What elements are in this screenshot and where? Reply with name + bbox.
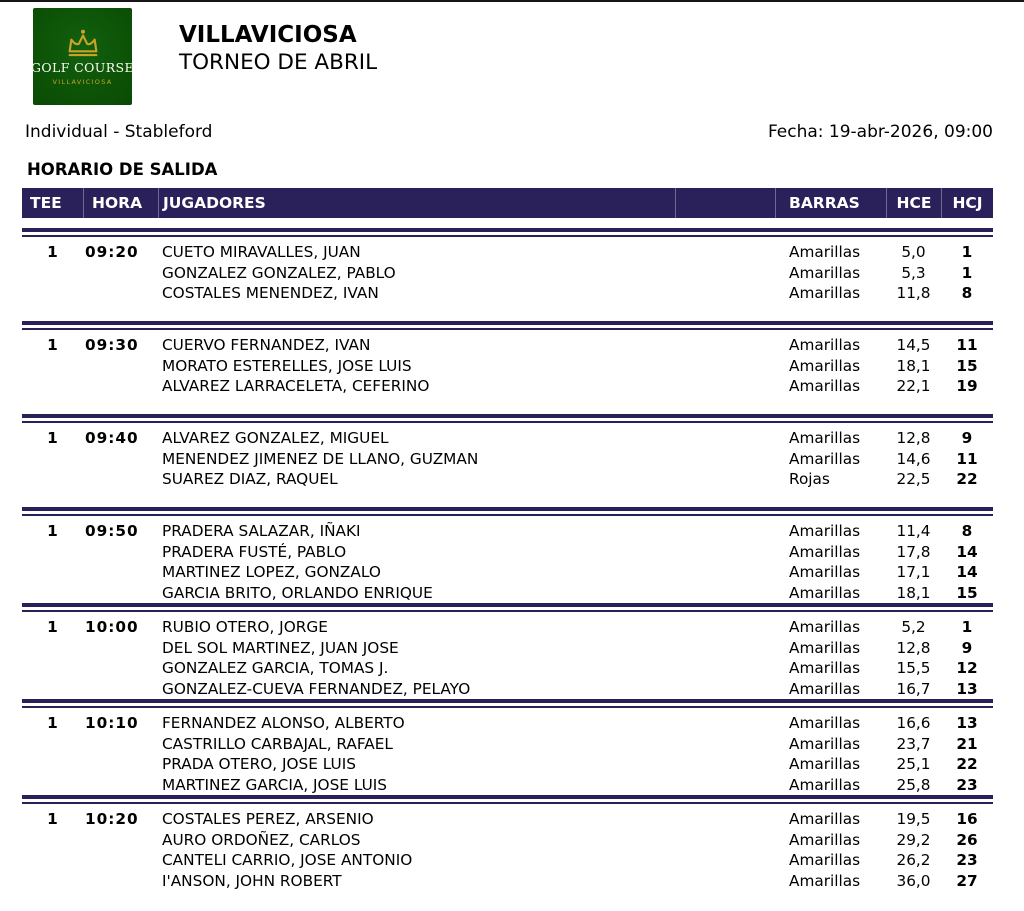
hcj-cell: 21: [956, 734, 978, 753]
bars-cell: Amarillas: [789, 659, 861, 677]
tee-time-group: [22, 516, 993, 603]
hcj-cell: 22: [956, 755, 978, 773]
hcj-cell: 9: [961, 638, 973, 657]
bars-cell: Amarillas: [789, 429, 861, 447]
hce-cell: 14,5: [896, 336, 931, 354]
bars-cell: Amarillas: [789, 356, 861, 375]
time-cell: [83, 376, 158, 397]
hce-cell: 22,5: [896, 470, 931, 488]
player-name: CANTELI CARRIO, JOSE ANTONIO: [162, 851, 413, 869]
time-cell: [83, 583, 158, 604]
group-separator: [22, 228, 993, 237]
time-cell: [83, 830, 158, 851]
tee-cell: [22, 376, 83, 397]
player-name: RUBIO OTERO, JORGE: [162, 618, 328, 636]
logo-club-subname: VILLAVICIOSA: [52, 77, 113, 86]
hcj-cell: 13: [956, 714, 978, 732]
player-name: PRADA OTERO, JOSE LUIS: [162, 755, 356, 773]
document-header: [30, 8, 1024, 105]
time-cell: 09:40: [85, 429, 139, 447]
time-cell: [83, 562, 158, 583]
info-row: [25, 122, 993, 142]
time-cell: [83, 850, 158, 871]
tee-cell: 1: [47, 336, 58, 354]
hcj-cell: 14: [956, 563, 978, 581]
tee-time-group: [22, 708, 993, 795]
time-cell: [83, 356, 158, 377]
player-name: FERNANDEZ ALONSO, ALBERTO: [162, 714, 405, 732]
spacer-cell: [675, 583, 775, 604]
player-row: [22, 263, 993, 284]
player-row: [22, 734, 993, 755]
player-name: GONZALEZ GONZALEZ, PABLO: [162, 263, 396, 282]
hce-cell: 26,2: [896, 851, 931, 869]
tee-cell: [22, 775, 83, 796]
player-name: CASTRILLO CARBAJAL, RAFAEL: [162, 734, 393, 753]
tee-cell: [22, 562, 83, 583]
spacer-cell: [675, 713, 775, 734]
column-header-hce: HCE: [886, 188, 941, 218]
spacer-cell: [675, 830, 775, 851]
time-cell: [83, 754, 158, 775]
player-row: [22, 449, 993, 470]
tee-times-table-body: [22, 228, 993, 891]
group-separator: [22, 699, 993, 708]
title-block: [179, 22, 377, 77]
player-name: AURO ORDOÑEZ, CARLOS: [162, 830, 361, 849]
column-header-hcj: HCJ: [941, 188, 993, 218]
tee-cell: [22, 871, 83, 892]
player-row: [22, 830, 993, 851]
bars-cell: Amarillas: [789, 449, 861, 468]
tournament-course-title: VILLAVICIOSA: [179, 22, 357, 48]
bars-cell: Amarillas: [789, 377, 861, 395]
spacer-cell: [675, 734, 775, 755]
time-cell: [83, 469, 158, 490]
spacer-cell: [675, 376, 775, 397]
crown-icon: [62, 28, 104, 58]
time-cell: [83, 734, 158, 755]
hce-cell: 12,8: [896, 429, 931, 447]
player-row: [22, 850, 993, 871]
hcj-cell: 15: [956, 356, 978, 375]
player-row: [22, 521, 993, 542]
group-separator: [22, 414, 993, 423]
tee-cell: [22, 679, 83, 700]
spacer-cell: [675, 850, 775, 871]
bars-cell: Amarillas: [789, 583, 861, 602]
tee-time-group: [22, 423, 993, 507]
hcj-cell: 16: [956, 810, 978, 828]
logo-club-name: GOLF COURSE: [30, 59, 135, 75]
player-row: [22, 562, 993, 583]
hcj-cell: 8: [961, 284, 973, 302]
bars-cell: Amarillas: [789, 755, 861, 773]
player-row: [22, 283, 993, 304]
spacer-cell: [675, 263, 775, 284]
bars-cell: Amarillas: [789, 563, 861, 581]
time-cell: [83, 658, 158, 679]
player-name: DEL SOL MARTINEZ, JUAN JOSE: [162, 638, 399, 657]
time-cell: [83, 449, 158, 470]
player-name: GONZALEZ GARCIA, TOMAS J.: [162, 659, 389, 677]
group-separator: [22, 507, 993, 516]
player-name: ALVAREZ GONZALEZ, MIGUEL: [162, 429, 389, 447]
player-row: [22, 775, 993, 796]
hcj-cell: 15: [956, 583, 978, 602]
tee-cell: [22, 734, 83, 755]
hce-cell: 12,8: [896, 638, 931, 657]
time-cell: [83, 871, 158, 892]
hce-cell: 5,0: [901, 243, 926, 261]
tee-cell: [22, 356, 83, 377]
time-cell: [83, 283, 158, 304]
player-row: [22, 469, 993, 490]
tee-time-group: [22, 330, 993, 414]
hcj-cell: 9: [961, 429, 973, 447]
spacer-cell: [675, 283, 775, 304]
tee-cell: 1: [47, 714, 58, 732]
hcj-cell: 19: [956, 377, 978, 395]
hce-cell: 29,2: [896, 830, 931, 849]
player-name: COSTALES PEREZ, ARSENIO: [162, 810, 374, 828]
bars-cell: Amarillas: [789, 810, 861, 828]
hce-cell: 11,8: [896, 284, 931, 302]
spacer-cell: [675, 658, 775, 679]
bars-cell: Amarillas: [789, 775, 861, 794]
time-cell: 10:20: [85, 810, 139, 828]
hce-cell: 15,5: [896, 659, 931, 677]
time-cell: [83, 679, 158, 700]
hcj-cell: 26: [956, 830, 978, 849]
spacer-cell: [675, 638, 775, 659]
time-cell: 09:20: [85, 243, 139, 261]
hce-cell: 19,5: [896, 810, 931, 828]
spacer-cell: [675, 521, 775, 542]
group-separator: [22, 321, 993, 330]
tee-cell: 1: [47, 243, 58, 261]
hce-cell: 16,7: [896, 679, 931, 698]
section-title: HORARIO DE SALIDA: [27, 160, 218, 179]
hcj-cell: 23: [956, 851, 978, 869]
competition-format: Individual - Stableford: [25, 122, 213, 142]
bars-cell: Amarillas: [789, 336, 861, 354]
group-separator: [22, 603, 993, 612]
player-row: [22, 754, 993, 775]
player-name: GONZALEZ-CUEVA FERNANDEZ, PELAYO: [162, 679, 471, 698]
bars-cell: Amarillas: [789, 714, 861, 732]
hcj-cell: 23: [956, 775, 978, 794]
hce-cell: 25,1: [896, 755, 931, 773]
player-name: SUAREZ DIAZ, RAQUEL: [162, 470, 338, 488]
hcj-cell: 12: [956, 659, 978, 677]
hce-cell: 18,1: [896, 356, 931, 375]
time-cell: [83, 263, 158, 284]
player-row: [22, 242, 993, 263]
spacer-cell: [675, 617, 775, 638]
player-row: [22, 617, 993, 638]
spacer-cell: [675, 871, 775, 892]
player-row: [22, 428, 993, 449]
player-row: [22, 713, 993, 734]
bars-cell: Rojas: [789, 470, 830, 488]
hce-cell: 11,4: [896, 522, 931, 540]
tee-cell: 1: [47, 618, 58, 636]
player-name: CUERVO FERNANDEZ, IVAN: [162, 336, 371, 354]
hcj-cell: 22: [956, 470, 978, 488]
hcj-cell: 13: [956, 679, 978, 698]
bars-cell: Amarillas: [789, 243, 861, 261]
tee-time-group: [22, 804, 993, 891]
hcj-cell: 27: [956, 871, 978, 890]
time-cell: 09:30: [85, 336, 139, 354]
column-header-spacer: [675, 188, 775, 218]
time-cell: [83, 775, 158, 796]
hcj-cell: 1: [961, 263, 973, 282]
bars-cell: Amarillas: [789, 851, 861, 869]
player-name: MARTINEZ LOPEZ, GONZALO: [162, 563, 381, 581]
spacer-cell: [675, 428, 775, 449]
time-cell: 10:10: [85, 714, 139, 732]
tee-cell: [22, 830, 83, 851]
tee-cell: [22, 583, 83, 604]
time-cell: [83, 542, 158, 563]
spacer-cell: [675, 809, 775, 830]
hce-cell: 14,6: [896, 449, 931, 468]
hcj-cell: 1: [961, 618, 973, 636]
hcj-cell: 11: [956, 336, 978, 354]
tee-cell: [22, 469, 83, 490]
tee-cell: [22, 263, 83, 284]
hce-cell: 18,1: [896, 583, 931, 602]
bars-cell: Amarillas: [789, 871, 861, 890]
bars-cell: Amarillas: [789, 679, 861, 698]
player-name: GARCIA BRITO, ORLANDO ENRIQUE: [162, 583, 433, 602]
group-separator: [22, 795, 993, 804]
tee-cell: [22, 754, 83, 775]
time-cell: 10:00: [85, 618, 139, 636]
hce-cell: 5,3: [901, 263, 926, 282]
time-cell: [83, 638, 158, 659]
hce-cell: 22,1: [896, 377, 931, 395]
tee-cell: [22, 542, 83, 563]
player-row: [22, 871, 993, 892]
bars-cell: Amarillas: [789, 638, 861, 657]
spacer-cell: [675, 562, 775, 583]
hcj-cell: 11: [956, 449, 978, 468]
player-name: CUETO MIRAVALLES, JUAN: [162, 243, 361, 261]
time-cell: 09:50: [85, 522, 139, 540]
bars-cell: Amarillas: [789, 284, 861, 302]
hcj-cell: 1: [961, 243, 973, 261]
player-row: [22, 583, 993, 604]
bars-cell: Amarillas: [789, 618, 861, 636]
player-name: ALVAREZ LARRACELETA, CEFERINO: [162, 377, 430, 395]
player-row: [22, 542, 993, 563]
player-name: MARTINEZ GARCIA, JOSE LUIS: [162, 775, 388, 794]
player-row: [22, 638, 993, 659]
bars-cell: Amarillas: [789, 542, 861, 561]
spacer-cell: [675, 449, 775, 470]
player-name: MENENDEZ JIMENEZ DE LLANO, GUZMAN: [162, 449, 479, 468]
player-name: MORATO ESTERELLES, JOSE LUIS: [162, 356, 412, 375]
player-row: [22, 679, 993, 700]
spacer-cell: [675, 469, 775, 490]
tee-cell: 1: [47, 810, 58, 828]
golf-club-logo: [30, 8, 135, 105]
column-header-hora: HORA: [83, 188, 158, 218]
tee-cell: [22, 638, 83, 659]
hcj-cell: 14: [956, 542, 978, 561]
spacer-cell: [675, 679, 775, 700]
player-name: COSTALES MENENDEZ, IVAN: [162, 284, 379, 302]
tee-cell: 1: [47, 429, 58, 447]
player-row: [22, 376, 993, 397]
tee-cell: [22, 658, 83, 679]
tee-cell: [22, 449, 83, 470]
column-header-jugadores: JUGADORES: [158, 188, 675, 218]
spacer-cell: [675, 335, 775, 356]
bars-cell: Amarillas: [789, 830, 861, 849]
player-row: [22, 356, 993, 377]
spacer-cell: [675, 542, 775, 563]
tee-time-group: [22, 237, 993, 321]
top-border-line: [0, 0, 1024, 2]
hce-cell: 23,7: [896, 734, 931, 753]
tee-time-group: [22, 612, 993, 699]
tee-times-table-header: [22, 188, 993, 218]
tee-cell: [22, 283, 83, 304]
hce-cell: 17,1: [896, 563, 931, 581]
spacer-cell: [675, 242, 775, 263]
hce-cell: 17,8: [896, 542, 931, 561]
hcj-cell: 8: [961, 522, 973, 540]
spacer-cell: [675, 775, 775, 796]
hce-cell: 25,8: [896, 775, 931, 794]
competition-date: Fecha: 19-abr-2026, 09:00: [767, 122, 993, 142]
player-name: I'ANSON, JOHN ROBERT: [162, 871, 342, 890]
column-header-barras: BARRAS: [775, 188, 886, 218]
player-row: [22, 335, 993, 356]
bars-cell: Amarillas: [789, 734, 861, 753]
tournament-name: TORNEO DE ABRIL: [179, 50, 378, 75]
spacer-cell: [675, 754, 775, 775]
player-row: [22, 809, 993, 830]
column-header-tee: TEE: [30, 194, 62, 212]
spacer-cell: [675, 356, 775, 377]
bars-cell: Amarillas: [789, 263, 861, 282]
hce-cell: 5,2: [901, 618, 926, 636]
hce-cell: 36,0: [896, 871, 931, 890]
bars-cell: Amarillas: [789, 522, 861, 540]
player-name: PRADERA FUSTÉ, PABLO: [162, 542, 347, 561]
tee-cell: [22, 850, 83, 871]
tee-cell: 1: [47, 522, 58, 540]
hce-cell: 16,6: [896, 714, 931, 732]
player-row: [22, 658, 993, 679]
player-name: PRADERA SALAZAR, IÑAKI: [162, 522, 361, 540]
